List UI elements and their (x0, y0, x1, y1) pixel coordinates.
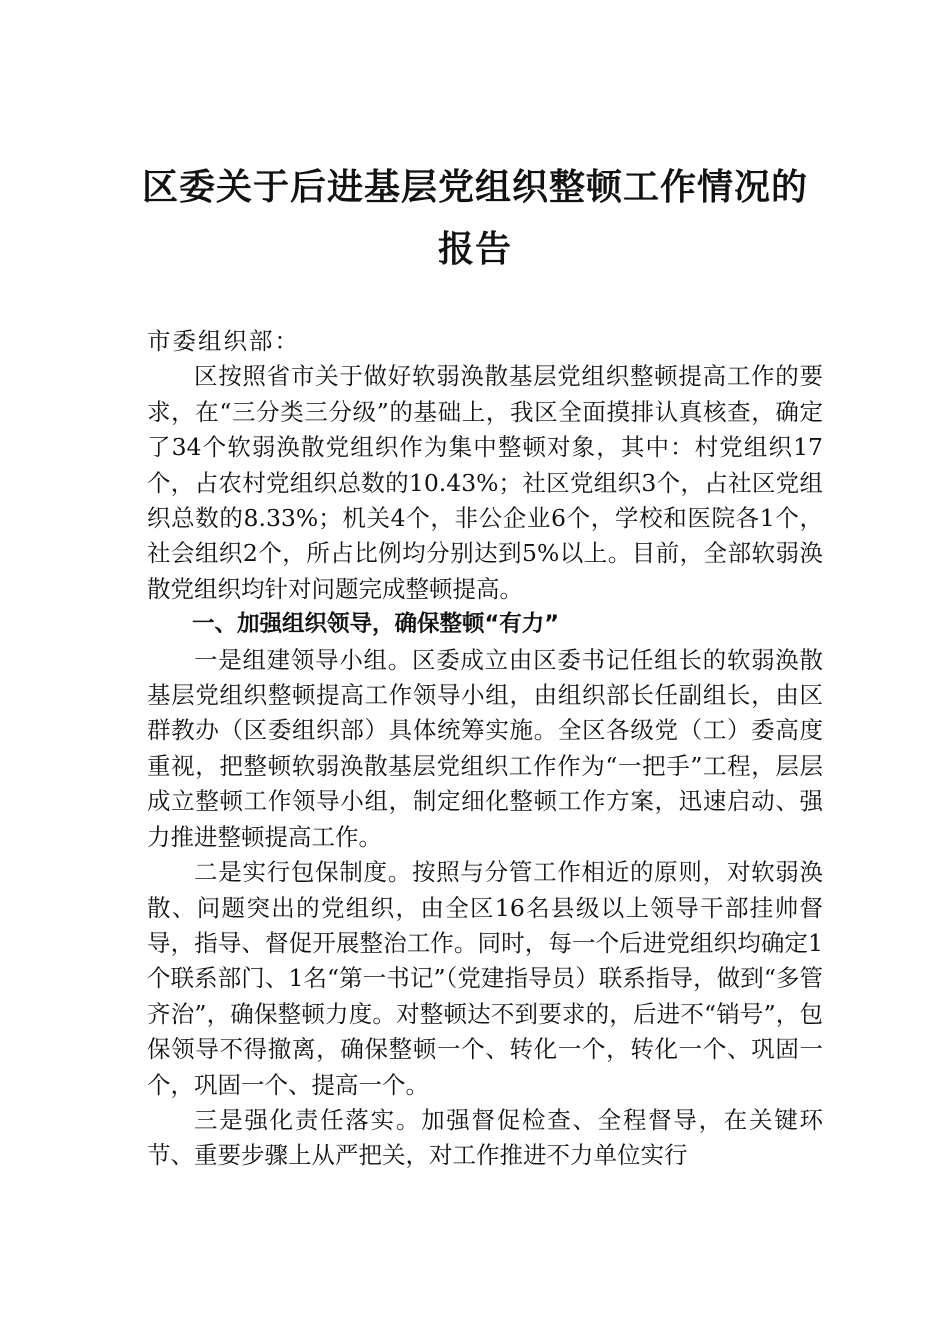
salutation: 市委组织部： (147, 327, 300, 355)
paragraph-1-text: 区委成立由区委书记任组长的软弱涣散基层党组织整顿提高工作领导小组，由组织部长任副组长，由区群教办（区委组织部）具体统筹实施。全区各级党（工）委高度重视，把整顿软弱涣散基层党组织工作作为“一把手”工程，层层成立整顿工作领导小组，制定细化整顿工作方案，迅速启动、强力推进整顿提高工作。 (147, 645, 824, 851)
paragraph-2-text: 按照与分管工作相近的原则，对软弱涣散、问题突出的党组织，由全区16名县级以上领导干部挂帅督导，指导、督促开展整治工作。同时，每一个后进党组织均确定1个联系部门、1名“第一书记”（党建指导员）联系指导，做到“多管齐治”，确保整顿力度。对整顿达不到要求的，后进不“销号”，包保领导不得撤离，确保整顿一个、转化一个，转化一个、巩固一个，巩固一个、提高一个。 (147, 858, 824, 1099)
paragraph-2 (147, 855, 823, 1103)
document-body (147, 324, 823, 1174)
title-line-2: 报告 (437, 228, 512, 270)
paragraph-3-lead: 三是强化责任落实。 (194, 1105, 422, 1134)
section-heading: 一、加强组织领导，确保整顿“有力” (192, 611, 560, 638)
paragraph-1 (147, 643, 823, 855)
document-title (100, 156, 850, 280)
paragraph-2-lead: 二是实行包保制度。 (194, 858, 412, 887)
paragraph-1-lead: 一是组建领导小组。 (194, 645, 412, 674)
title-line-1: 区委关于后进基层党组织整顿工作情况的 (141, 166, 808, 208)
paragraph-3-text: 加强督促检查、全程督导，在关键环节、重要步骤上从严把关，对工作推进不力单位实行 (147, 1105, 823, 1170)
paragraph-3 (147, 1103, 823, 1174)
intro-paragraph: 区按照省市关于做好软弱涣散基层党组织整顿提高工作的要求，在“三分类三分级”的基础上，我区全面摸排认真核查，确定了34个软弱涣散党组织作为集中整顿对象，其中：村党组织17个，占农村党组织总数的10.43%；社区党组织3个，占社区党组织总数的8.33%；机关4个，非公企业6个，学校和医院各1个，社会组织2个，所占比例均分别达到5%以上。目前，全部软弱涣散党组织均针对问题完成整顿提高。 (147, 362, 823, 603)
